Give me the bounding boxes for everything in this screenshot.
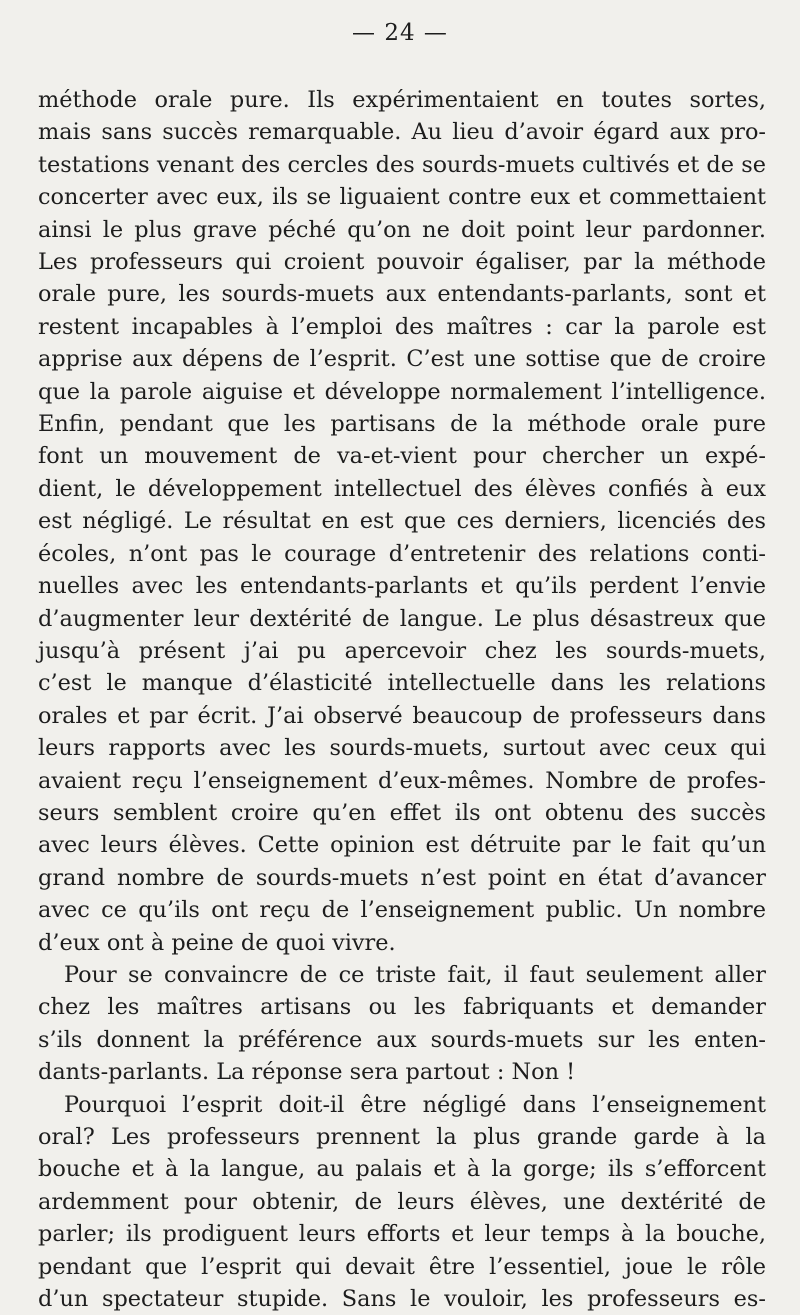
text-line: apprise aux dépens de l’esprit. C’est une sottise que de croire (38, 346, 766, 373)
text-line: leurs rapports avec les sourds-muets, surtout avec ceux qui (38, 735, 766, 762)
text-line: d’augmenter leur dextérité de langue. Le plus désastreux que (38, 605, 766, 632)
text-line: que la parole aiguise et développe normalement l’intelligence. (38, 378, 766, 405)
text-line: oral? Les professeurs prennent la plus grande garde à la (38, 1124, 766, 1150)
text-line: restent incapables à l’emploi des maîtres : car la parole est (38, 313, 766, 340)
text-line: d’un spectateur stupide. Sans le vouloir, les professeurs es- (38, 1286, 766, 1313)
text-line: nuelles avec les entendants-parlants et qu’ils perdent l’envie (38, 573, 766, 600)
paragraph-1 (38, 84, 766, 959)
text-line: Pourquoi l’esprit doit-il être négligé dans l’enseignement (64, 1091, 766, 1118)
text-line: orales et par écrit. J’ai observé beaucoup de professeurs dans (38, 702, 766, 729)
text-line: ainsi le plus grave péché qu’on ne doit point leur pardonner. (38, 216, 766, 243)
text-line: dants-parlants. La réponse sera partout : Non ! (38, 1059, 576, 1086)
text-line: Pour se convaincre de ce triste fait, il faut seulement aller (64, 961, 766, 988)
text-line: pendant que l’esprit qui devait être l’essentiel, joue le rôle (38, 1253, 766, 1280)
text-line: dient, le développement intellectuel des élèves confiés à eux (38, 475, 766, 502)
text-line: seurs semblent croire qu’en effet ils ont obtenu des succès (38, 799, 766, 826)
text-line: Les professeurs qui croient pouvoir égaliser, par la méthode (38, 249, 766, 276)
text-line: s’ils donnent la préférence aux sourds-muets sur les enten- (38, 1026, 766, 1053)
paragraph-3 (38, 1089, 766, 1315)
text-line: ardemment pour obtenir, de leurs élèves, une dextérité de (38, 1188, 766, 1215)
text-line: méthode orale pure. Ils expérimentaient en toutes sortes, (38, 87, 766, 113)
text-line: parler; ils prodiguent leurs efforts et leur temps à la bouche, (38, 1221, 766, 1248)
text-line: jusqu’à présent j’ai pu apercevoir chez les sourds-muets, (38, 637, 766, 664)
text-line: c’est le manque d’élasticité intellectuelle dans les relations (38, 670, 766, 697)
page-number: — 24 — (352, 20, 448, 46)
text-line: bouche et à la langue, au palais et à la gorge; ils s’efforcent (38, 1156, 766, 1183)
text-line: concerter avec eux, ils se liguaient contre eux et commettaient (38, 184, 766, 211)
text-line: chez les maîtres artisans ou les fabriquants et demander (38, 994, 766, 1021)
text-line: avaient reçu l’enseignement d’eux-mêmes. Nombre de profes- (38, 767, 766, 794)
text-line: grand nombre de sourds-muets n’est point en état d’avancer (38, 864, 766, 891)
text-line: est négligé. Le résultat en est que ces derniers, licenciés des (38, 508, 766, 535)
text-line: Enfin, pendant que les partisans de la méthode orale pure (38, 411, 766, 438)
text-line: avec leurs élèves. Cette opinion est détruite par le fait qu’un (38, 832, 766, 859)
text-line: mais sans succès remarquable. Au lieu d’avoir égard aux pro- (38, 119, 766, 146)
text-line: testations venant des cercles des sourds-muets cultivés et de se (38, 151, 766, 178)
text-line: orale pure, les sourds-muets aux entendants-parlants, sont et (38, 281, 766, 308)
text-line: font un mouvement de va-et-vient pour chercher un expé- (38, 443, 766, 470)
body-text (38, 84, 766, 1315)
text-line: d’eux ont à peine de quoi vivre. (38, 929, 396, 956)
text-line: avec ce qu’ils ont reçu de l’enseignement public. Un nombre (38, 897, 766, 924)
paragraph-2 (38, 959, 766, 1089)
text-line: écoles, n’ont pas le courage d’entretenir des relations conti- (38, 540, 766, 567)
